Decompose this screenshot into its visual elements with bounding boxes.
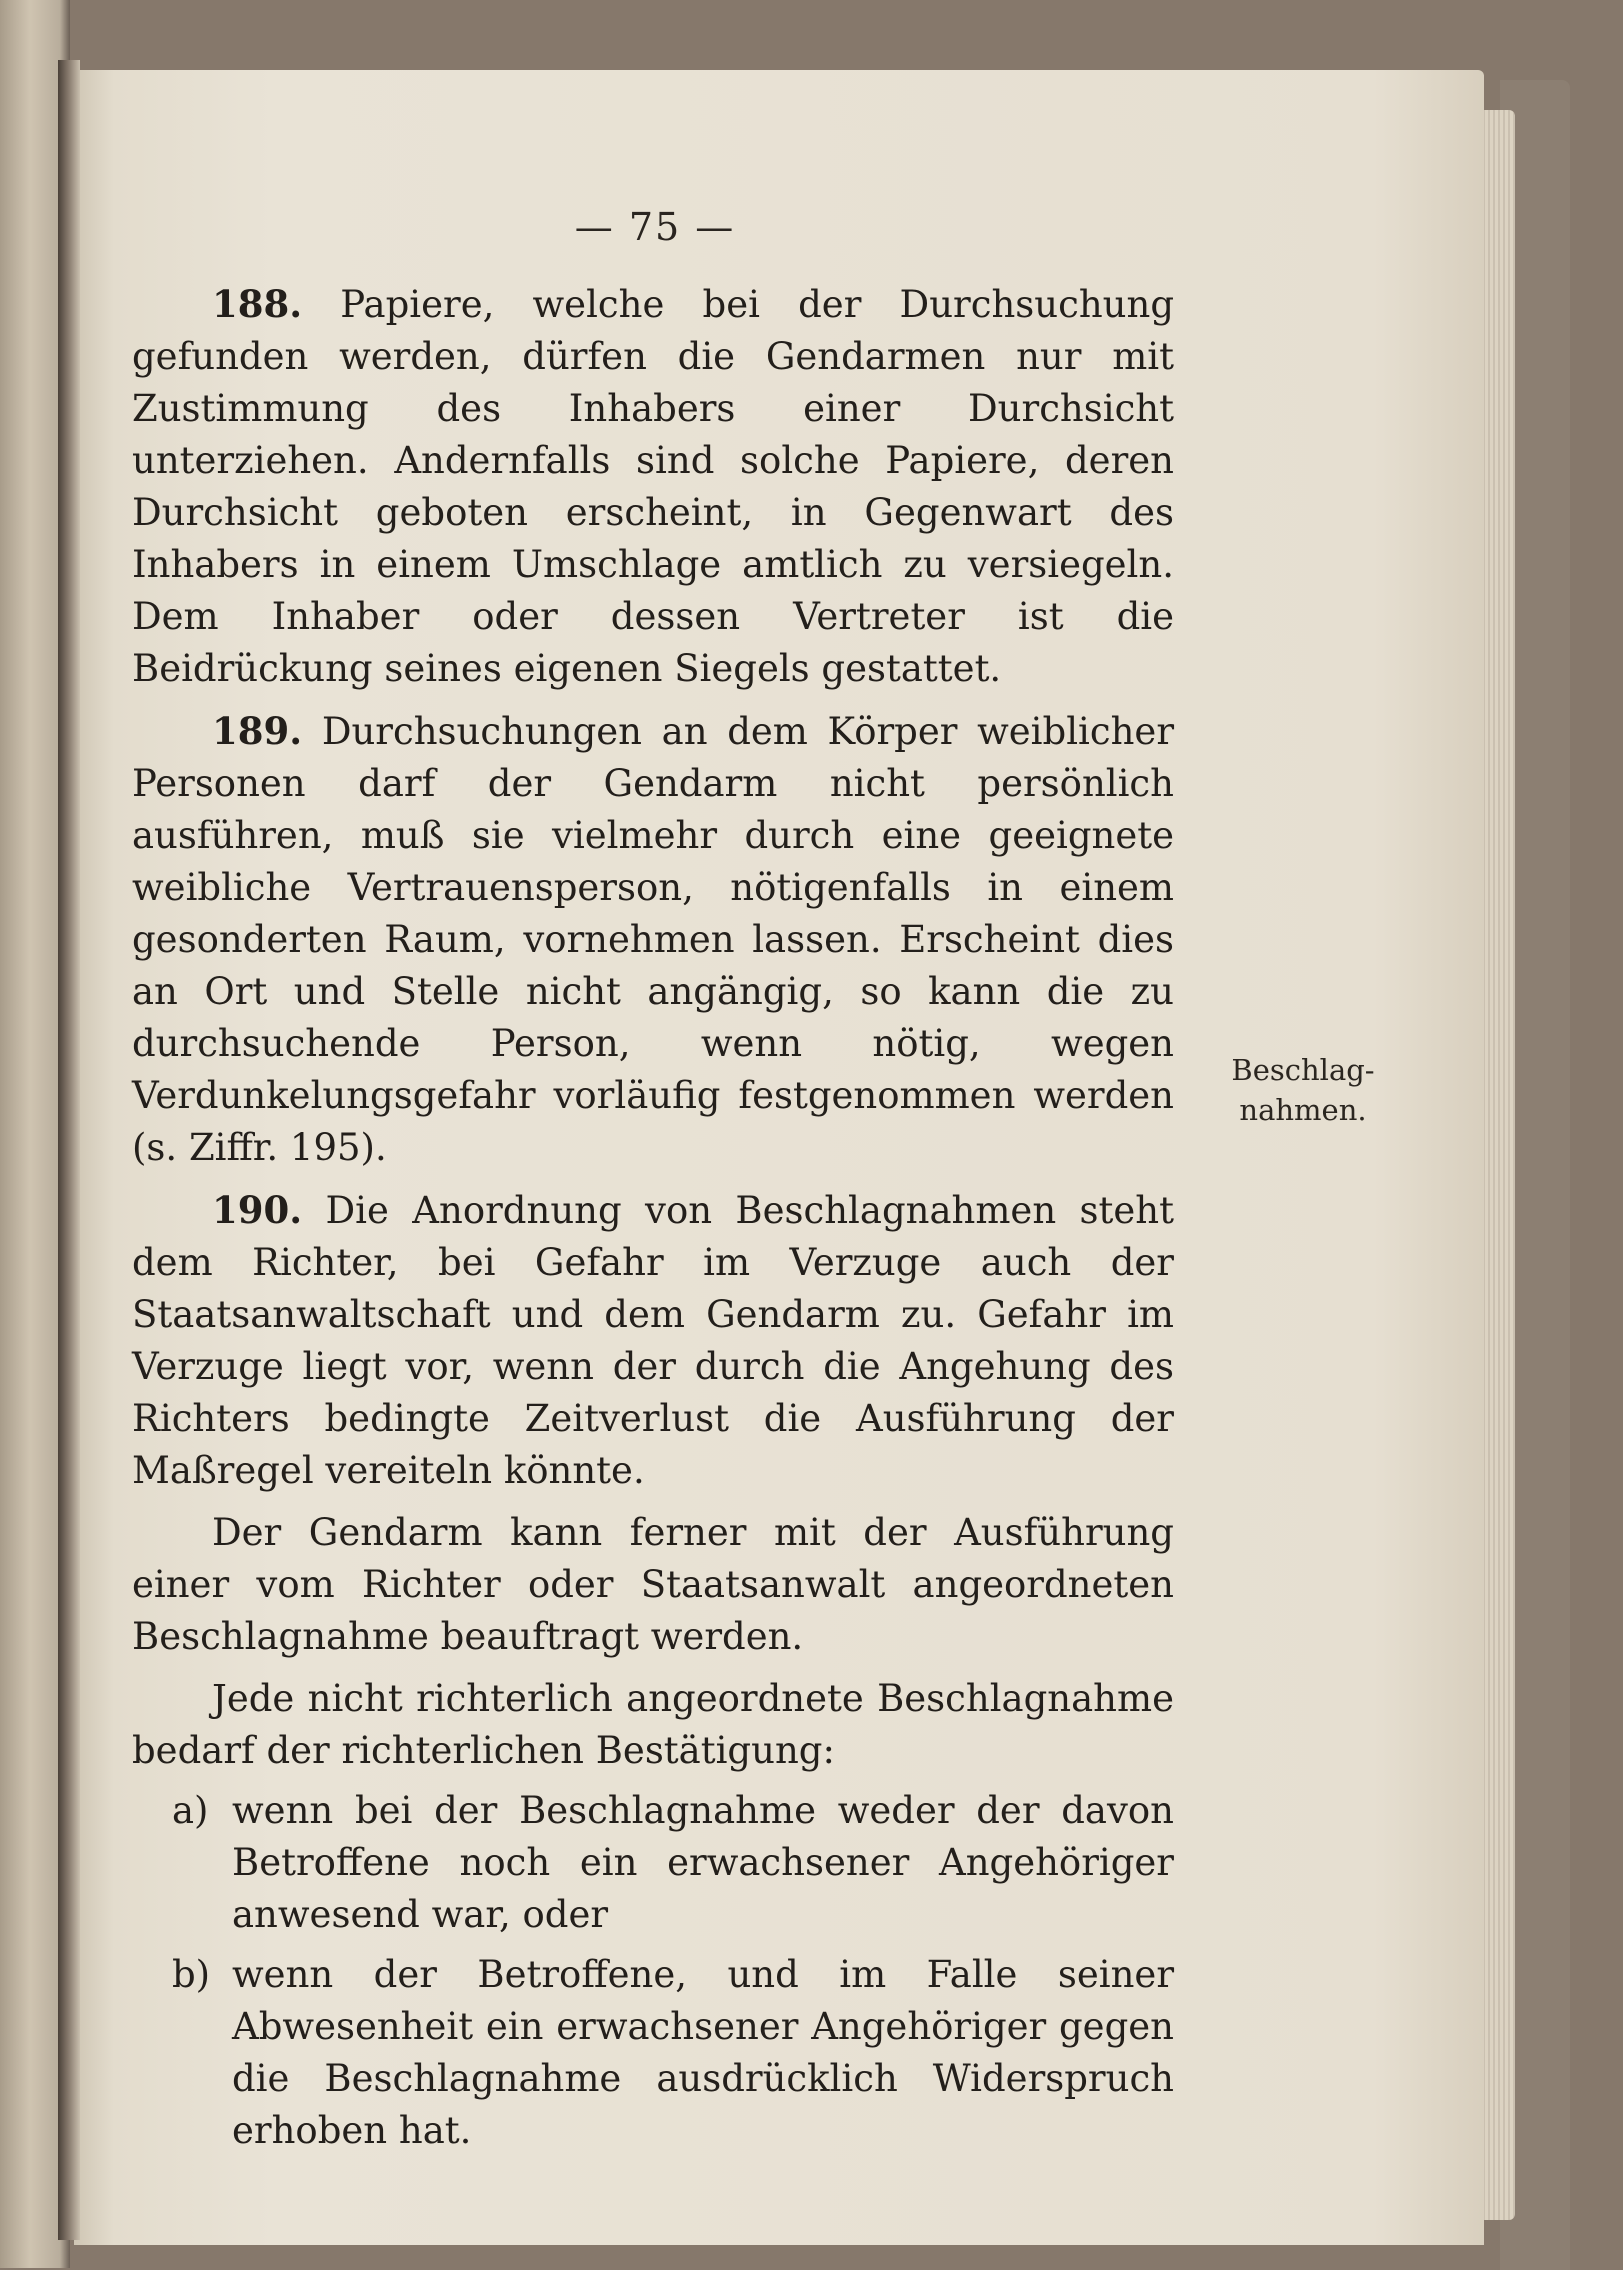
margin-note-line: Beschlag- bbox=[1231, 1053, 1375, 1087]
margin-note-line: nahmen. bbox=[1239, 1093, 1367, 1127]
section-number: 188. bbox=[212, 282, 303, 326]
page-number: — 75 — bbox=[574, 205, 736, 249]
section-number: 190. bbox=[212, 1188, 303, 1232]
body-text bbox=[132, 278, 1174, 2157]
list-item-b bbox=[132, 1949, 1174, 2157]
paragraph-text: Papiere, welche bei der Durchsuchung gefunden werden, dürfen die Gendarmen nur mit Zustimmung des Inhabers einer Durchsicht unterziehen. Andernfalls sind solche Papiere, deren Durchsicht geboten erscheint, in Gegenwart des Inhabers in einem Umschlage amtlich zu versiegeln. Dem Inhaber oder dessen Vertreter ist die Beidrückung seines eigenen Siegels gestattet. bbox=[132, 283, 1174, 690]
paragraph-text: Der Gendarm kann ferner mit der Ausführung einer vom Richter oder Staatsanwalt angeordneten Beschlagnahme beauftragt werden. bbox=[132, 1511, 1174, 1658]
list-text: wenn der Betroffene, und im Falle seiner Abwesenheit ein erwachsener Angehöriger gegen die Beschlagnahme ausdrücklich Widerspruch erhoben hat. bbox=[232, 1953, 1174, 2152]
list-marker: a) bbox=[172, 1789, 209, 1832]
section-number: 189. bbox=[212, 709, 303, 753]
paragraph-189 bbox=[132, 705, 1174, 1174]
list-marker: b) bbox=[172, 1953, 211, 1996]
paragraph-text: Die Anordnung von Beschlagnahmen steht dem Richter, bei Gefahr im Verzuge auch der Staatsanwaltschaft und dem Gendarm zu. Gefahr im Verzuge liegt vor, wenn der durch die Angehung des Richters bedingte Zeitverlust die Ausführung der Maßregel vereiteln könnte. bbox=[132, 1189, 1174, 1492]
margin-note bbox=[1228, 1050, 1378, 1130]
paragraph-gendarm bbox=[132, 1507, 1174, 1663]
paragraph-jede bbox=[132, 1673, 1174, 1777]
paragraph-188 bbox=[132, 278, 1174, 695]
book-gutter bbox=[58, 60, 80, 2240]
paragraph-190 bbox=[132, 1184, 1174, 1497]
paragraph-text: Durchsuchungen an dem Körper weiblicher Personen darf der Gendarm nicht persönlich ausführen, muß sie vielmehr durch eine geeignete weibliche Vertrauensperson, nötigenfalls in einem gesonderten Raum, vornehmen lassen. Erscheint dies an Ort und Stelle nicht angängig, so kann die zu durchsuchende Person, wenn nötig, wegen Verdunkelungsgefahr vorläufig festgenommen werden (s. Ziffr. 195). bbox=[132, 710, 1175, 1169]
paragraph-text: Jede nicht richterlich angeordnete Beschlagnahme bedarf der richterlichen Bestätigung: bbox=[132, 1677, 1174, 1772]
list-text: wenn bei der Beschlagnahme weder der davon Betroffene noch ein erwachsener Angehöriger anwesend war, oder bbox=[232, 1789, 1174, 1936]
list-item-a bbox=[132, 1785, 1174, 1941]
